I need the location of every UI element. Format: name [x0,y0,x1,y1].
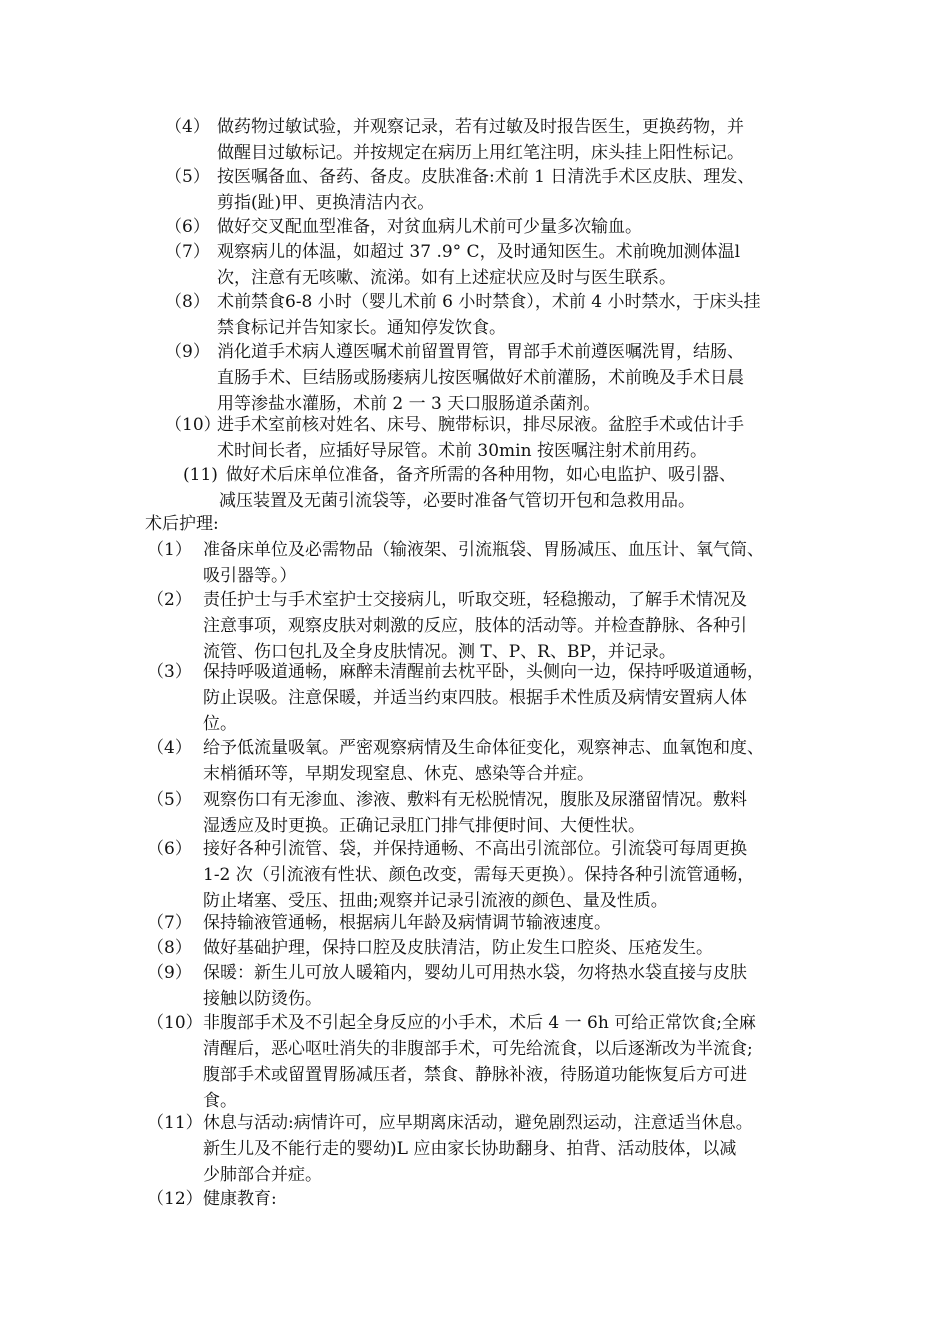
item-line: 做好基础护理，保持口腔及皮肤清洁，防止发生口腔炎、压疮发生。 [203,938,713,958]
item-line: 非腹部手术及不引起全身反应的小手术，术后 4 一 6h 可给正常饮食;全麻 [203,1013,756,1033]
item-line: 健康教育: [203,1189,277,1209]
item-line: 按医嘱备血、备药、备皮。皮肤准备:术前 1 日清洗手术区皮肤、理发、 [217,167,755,187]
item-line: 准备床单位及必需物品（输液架、引流瓶袋、胃肠减压、血压计、氧气筒、 [203,540,764,560]
item-line: 少肺部合并症。 [203,1165,322,1185]
item-text [203,1110,753,1188]
item-number: （8） [147,938,192,958]
item-text [203,960,747,1012]
item-number: （4） [147,738,192,758]
item-number: （10） [165,415,221,435]
item-text [203,836,754,914]
item-number: （1） [147,540,192,560]
item-line: 做好术后床单位准备，备齐所需的各种用物，如心电监护、吸引器、 [226,465,736,485]
item-line: 责任护士与手术室护士交接病儿，听取交班，轻稳搬动，了解手术情况及 [203,590,747,610]
item-line: 观察伤口有无渗血、渗液、敷料有无松脱情况，腹胀及尿潴留情况。敷料 [203,790,747,810]
item-line: 清醒后，恶心呕吐消失的非腹部手术，可先给流食，以后逐渐改为半流食; [203,1039,753,1059]
item-number: （4） [165,117,210,137]
item-text [217,239,740,291]
item-line: 消化道手术病人遵医嘱术前留置胃管，胃部手术前遵医嘱洗胃，结肠、 [217,342,744,362]
item-line: 保持输液管通畅，根据病儿年龄及病情调节输液速度。 [203,913,611,933]
item-number: （5） [165,167,210,187]
section-heading: 术后护理: [145,514,219,534]
item-number: （8） [165,292,210,312]
item-text [203,935,713,961]
item-text [217,412,744,464]
item-line: 末梢循环等，早期发现窒息、休克、感染等合并症。 [203,764,594,784]
item-text [217,339,744,417]
item-number: （2） [147,590,192,610]
item-number: （5） [147,790,192,810]
item-number: （6） [165,217,210,237]
item-text [203,1186,277,1212]
item-line: 食。 [203,1091,237,1111]
item-line: 吸引器等。） [203,566,297,586]
item-text [217,164,754,216]
item-number: （9） [165,342,210,362]
item-text [217,289,761,341]
item-text [203,735,764,787]
item-line: 注意事项，观察皮肤对刺激的反应，肢体的活动等。并检查静脉、各种引 [203,616,747,636]
item-line: 流管、伤口包扎及全身皮肤情况。测 T、P、R、BP，并记录。 [203,642,676,662]
item-line: 接触以防烫伤。 [203,989,322,1009]
item-line: 防止误吸。注意保暖，并适当约束四肢。根据手术性质及病情安置病人体 [203,688,747,708]
item-number: （7） [165,242,210,262]
item-line: 进手术室前核对姓名、床号、腕带标识，排尽尿液。盆腔手术或估计手 [217,415,744,435]
item-number: （10） [147,1013,203,1033]
item-line: 次，注意有无咳嗽、流涕。如有上述症状应及时与医生联系。 [217,268,676,288]
item-text [203,659,764,737]
item-line: 位。 [203,714,237,734]
item-number: （7） [147,913,192,933]
item-line: 术时间长者，应插好导尿管。术前 30min 按医嘱注射术前用药。 [217,441,707,461]
item-line: 剪指(趾)甲、更换清洁内衣。 [217,193,435,213]
item-number: （9） [147,963,192,983]
item-line: 做药物过敏试验，并观察记录，若有过敏及时报告医生，更换药物，并 [217,117,744,137]
item-text [203,537,764,589]
item-text [217,114,744,166]
item-line: 湿透应及时更换。正确记录肛门排气排便时间、大便性状。 [203,816,645,836]
item-text [219,462,736,514]
item-text [203,587,747,665]
item-line: 禁食标记并告知家长。通知停发饮食。 [217,318,506,338]
item-line: 直肠手术、巨结肠或肠瘘病儿按医嘱做好术前灌肠，术前晚及手术日晨 [217,368,744,388]
item-number: （3） [147,662,192,682]
item-line: 新生儿及不能行走的婴幼)L 应由家长协助翻身、拍背、活动肢体，以减 [203,1139,737,1159]
item-line: 腹部手术或留置胃肠减压者，禁食、静脉补液，待肠道功能恢复后方可进 [203,1065,747,1085]
item-text [217,214,642,240]
item-line: 保持呼吸道通畅，麻醉未清醒前去枕平卧，头侧向一边，保持呼吸道通畅， [203,662,764,682]
item-text [203,1010,756,1114]
item-number: （11） [147,1113,203,1133]
item-line: 做好交叉配血型准备，对贫血病儿术前可少量多次输血。 [217,217,642,237]
item-line: 用等渗盐水灌肠，术前 2 一 3 天口服肠道杀菌剂。 [217,394,601,414]
item-line: 1-2 次（引流液有性状、颜色改变，需每天更换）。保持各种引流管通畅， [203,865,755,885]
item-line: 保暖：新生儿可放人暖箱内，婴幼儿可用热水袋，勿将热水袋直接与皮肤 [203,963,747,983]
item-line: 术前禁食6-8 小时（婴儿术前 6 小时禁食），术前 4 小时禁水，于床头挂 [217,292,761,312]
item-text [203,787,747,839]
item-line: 接好各种引流管、袋，并保持通畅、不高出引流部位。引流袋可每周更换 [203,839,747,859]
item-text [203,910,611,936]
item-line: 休息与活动:病情许可，应早期离床活动，避免剧烈运动，注意适当休息。 [203,1113,753,1133]
item-line: 减压装置及无菌引流袋等，必要时准备气管切开包和急救用品。 [219,491,695,511]
item-line: 做醒目过敏标记。并按规定在病历上用红笔注明，床头挂上阳性标记。 [217,143,744,163]
item-number: (11) [183,465,218,485]
item-line: 给予低流量吸氧。严密观察病情及生命体征变化，观察神志、血氧饱和度、 [203,738,764,758]
item-line: 观察病儿的体温，如超过 37 .9° C，及时通知医生。术前晚加测体温l [217,242,741,262]
item-line: 防止堵塞、受压、扭曲;观察并记录引流液的颜色、量及性质。 [203,891,668,911]
item-number: （6） [147,839,192,859]
item-number: （12） [147,1189,203,1209]
